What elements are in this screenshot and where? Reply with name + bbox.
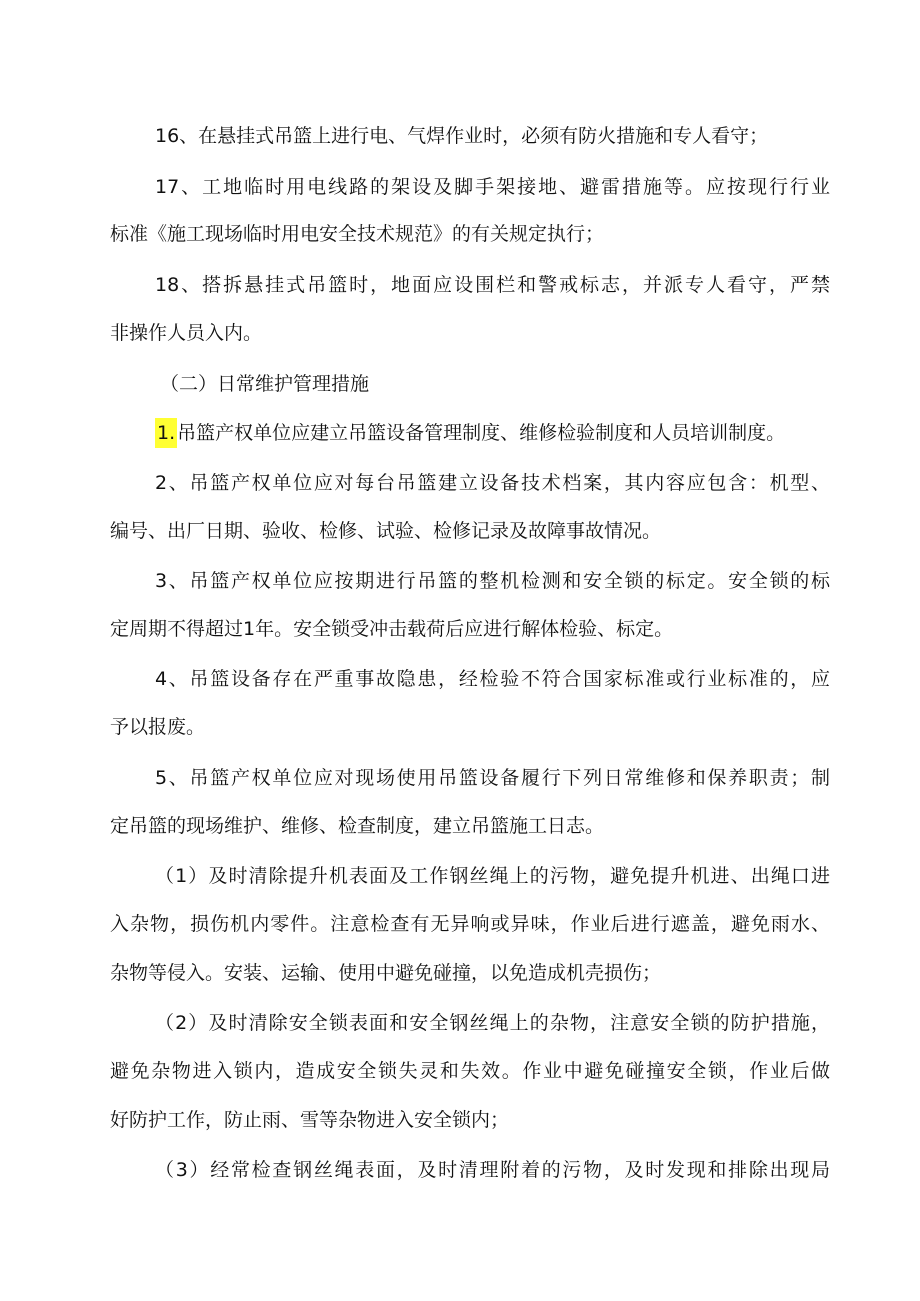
sub-item-1-line-1: （1）及时清除提升机表面及工作钢丝绳上的污物，避免提升机进、出绳口进 <box>155 865 830 887</box>
maintenance-item-2-line-2: 编号、出厂日期、验收、检修、试验、检修记录及故障事故情况。 <box>110 520 662 542</box>
maintenance-item-5-line-2: 定吊篮的现场维护、维修、检查制度，建立吊篮施工日志。 <box>110 815 605 837</box>
maintenance-item-1 <box>155 418 830 448</box>
maintenance-item-4-line-1: 4、吊篮设备存在严重事故隐患，经检验不符合国家标准或行业标准的，应 <box>155 668 830 690</box>
maintenance-item-5-line-1: 5、吊篮产权单位应对现场使用吊篮设备履行下列日常维修和保养职责；制 <box>155 767 830 789</box>
sub-item-2-line-3: 好防护工作，防止雨、雪等杂物进入安全锁内； <box>110 1109 510 1131</box>
highlighted-number: 1. <box>155 418 177 448</box>
sub-item-3-line-1: （3）经常检查钢丝绳表面，及时清理附着的污物，及时发现和排除出现局 <box>155 1159 830 1181</box>
maintenance-item-2-line-1: 2、吊篮产权单位应对每台吊篮建立设备技术档案，其内容应包含：机型、 <box>155 472 830 494</box>
maintenance-item-1-text: 吊篮产权单位应建立吊篮设备管理制度、维修检验制度和人员培训制度。 <box>177 422 786 444</box>
paragraph-18-line-2: 非操作人员入内。 <box>110 322 263 344</box>
maintenance-item-4-line-2: 予以报废。 <box>110 716 206 738</box>
paragraph-17-line-2: 标准《施工现场临时用电安全技术规范》的有关规定执行； <box>110 223 605 245</box>
sub-item-2-line-1: （2）及时清除安全锁表面和安全钢丝绳上的杂物，注意安全锁的防护措施， <box>155 1012 830 1034</box>
sub-item-1-line-3: 杂物等侵入。安装、运输、使用中避免碰撞，以免造成机壳损伤； <box>110 962 662 984</box>
section-heading: （二）日常维护管理措施 <box>160 373 370 395</box>
paragraph-16-line-1: 16、在悬挂式吊篮上进行电、气焊作业时，必须有防火措施和专人看守； <box>155 125 769 147</box>
paragraph-18-line-1: 18、搭拆悬挂式吊篮时，地面应设围栏和警戒标志，并派专人看守，严禁 <box>155 274 830 296</box>
sub-item-1-line-2: 入杂物，损伤机内零件。注意检查有无异响或异味，作业后进行遮盖，避免雨水、 <box>110 913 830 935</box>
sub-item-2-line-2: 避免杂物进入锁内，造成安全锁失灵和失效。作业中避免碰撞安全锁，作业后做 <box>110 1060 830 1082</box>
maintenance-item-3-line-1: 3、吊篮产权单位应按期进行吊篮的整机检测和安全锁的标定。安全锁的标 <box>155 570 830 592</box>
maintenance-item-3-line-2: 定周期不得超过1年。安全锁受冲击载荷后应进行解体检验、标定。 <box>110 618 674 640</box>
paragraph-17-line-1: 17、工地临时用电线路的架设及脚手架接地、避雷措施等。应按现行行业 <box>155 176 830 198</box>
